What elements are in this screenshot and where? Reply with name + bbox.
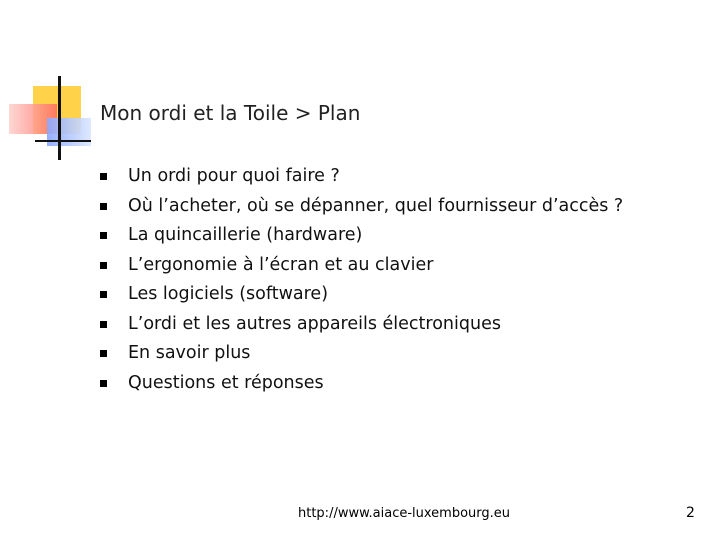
list-item-text: L’ordi et les autres appareils électroniques [128,313,501,334]
square-bullet-icon [100,380,107,387]
vertical-line-decoration [58,76,61,160]
list-item-text: L’ergonomie à l’écran et au clavier [128,254,434,275]
footer-url: http://www.aiace-luxembourg.eu [298,506,511,521]
list-item-text: Un ordi pour quoi faire ? [128,166,340,186]
square-bullet-icon [100,232,107,239]
square-bullet-icon [100,173,107,180]
list-item-text: Les logiciels (software) [128,284,329,304]
square-bullet-icon [100,262,107,269]
page-number: 2 [686,505,695,521]
horizontal-line-decoration [35,140,91,142]
list-item-text: Questions et réponses [128,372,324,393]
decorative-logo-graphic [0,0,120,170]
square-bullet-icon [100,321,107,328]
list-item-text: Où l’acheter, où se dépanner, quel fournisseur d’accès ? [128,195,624,216]
list-item-text: En savoir plus [128,343,251,363]
slide-title: Mon ordi et la Toile > Plan [100,101,361,125]
square-bullet-icon [100,291,107,298]
list-item-text: La quincaillerie (hardware) [128,225,363,245]
square-bullet-icon [100,350,107,357]
square-bullet-icon [100,203,107,210]
